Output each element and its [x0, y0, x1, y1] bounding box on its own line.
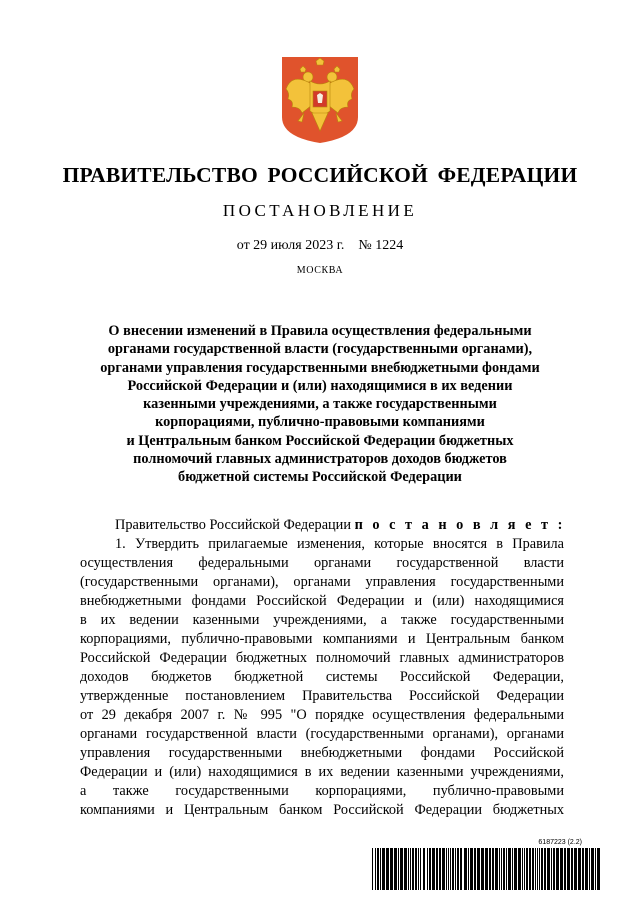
body-line: управления государственными внебюджетными фондами Российской	[80, 745, 564, 761]
heading-line: О внесении изменений в Правила осуществления федеральными	[108, 323, 532, 339]
body-line: утвержденные постановлением Правительства Российской Федерации	[80, 688, 564, 704]
document-number: № 1224	[358, 238, 404, 253]
date-number-line	[0, 238, 640, 254]
heading-line: корпорациями, публично-правовыми компаниями	[155, 414, 485, 431]
heading-line: и Центральным банком Российской Федерации бюджетных	[126, 432, 514, 449]
heading-line: органами управления государственными внебюджетными фондами	[100, 359, 540, 376]
barcode-block	[372, 839, 600, 891]
body-line: органами государственной власти (государственными органами), органами	[80, 726, 564, 742]
barcode-number: 6187223 (2.2)	[538, 839, 582, 846]
body-line: корпорациями, публично-правовыми компаниями и Центральным банком	[80, 631, 564, 647]
heading-line: Российской Федерации и (или) находящимися в их ведении	[127, 377, 513, 394]
city-name: МОСКВА	[296, 265, 344, 276]
body-line: (государственными органами), органами управления государственными	[80, 574, 564, 590]
body-line: Российской Федерации бюджетных полномочий главных администраторов	[80, 650, 564, 666]
body-line: в их ведении казенными учреждениями, а также государственными	[80, 612, 564, 628]
body-line: внебюджетными фондами Российской Федерации и (или) находящимися	[80, 593, 564, 609]
heading-line: полномочий главных администраторов доходов бюджетов	[133, 451, 507, 468]
barcode-icon	[372, 848, 600, 890]
heading-line: казенными учреждениями, а также государственными	[143, 396, 497, 413]
body-line: доходов бюджетов бюджетной системы Российской Федерации,	[80, 669, 564, 685]
document-date: от 29 июля 2023 г.	[236, 238, 345, 253]
body-line: осуществления федеральными органами государственной власти	[80, 555, 564, 571]
document-body	[80, 516, 564, 820]
heading-line: органами государственной власти (государственными органами),	[107, 341, 533, 358]
body-line: а также государственными корпорациями, публично-правовыми	[80, 783, 564, 799]
intro-text: Правительство Российской Федерации	[115, 517, 351, 533]
russian-coat-of-arms-icon	[280, 55, 360, 145]
body-line: Федерации и (или) находящимися в их ведении казенными учреждениями,	[80, 764, 564, 780]
document-heading	[60, 322, 580, 487]
body-line: компаниями и Центральным банком Российской Федерации бюджетных	[80, 802, 564, 818]
government-title: ПРАВИТЕЛЬСТВО РОССИЙСКОЙ ФЕДЕРАЦИИ	[62, 163, 578, 187]
body-intro	[80, 516, 564, 535]
document-type: ПОСТАНОВЛЕНИЕ	[222, 201, 418, 220]
resolves-word: п о с т а н о в л я е т :	[354, 517, 566, 533]
body-line: 1. Утвердить прилагаемые изменения, которые вносятся в Правила	[115, 536, 564, 552]
heading-line: бюджетной системы Российской Федерации	[178, 469, 462, 486]
body-line: от 29 декабря 2007 г. № 995 "О порядке осуществления федеральными	[80, 707, 564, 723]
